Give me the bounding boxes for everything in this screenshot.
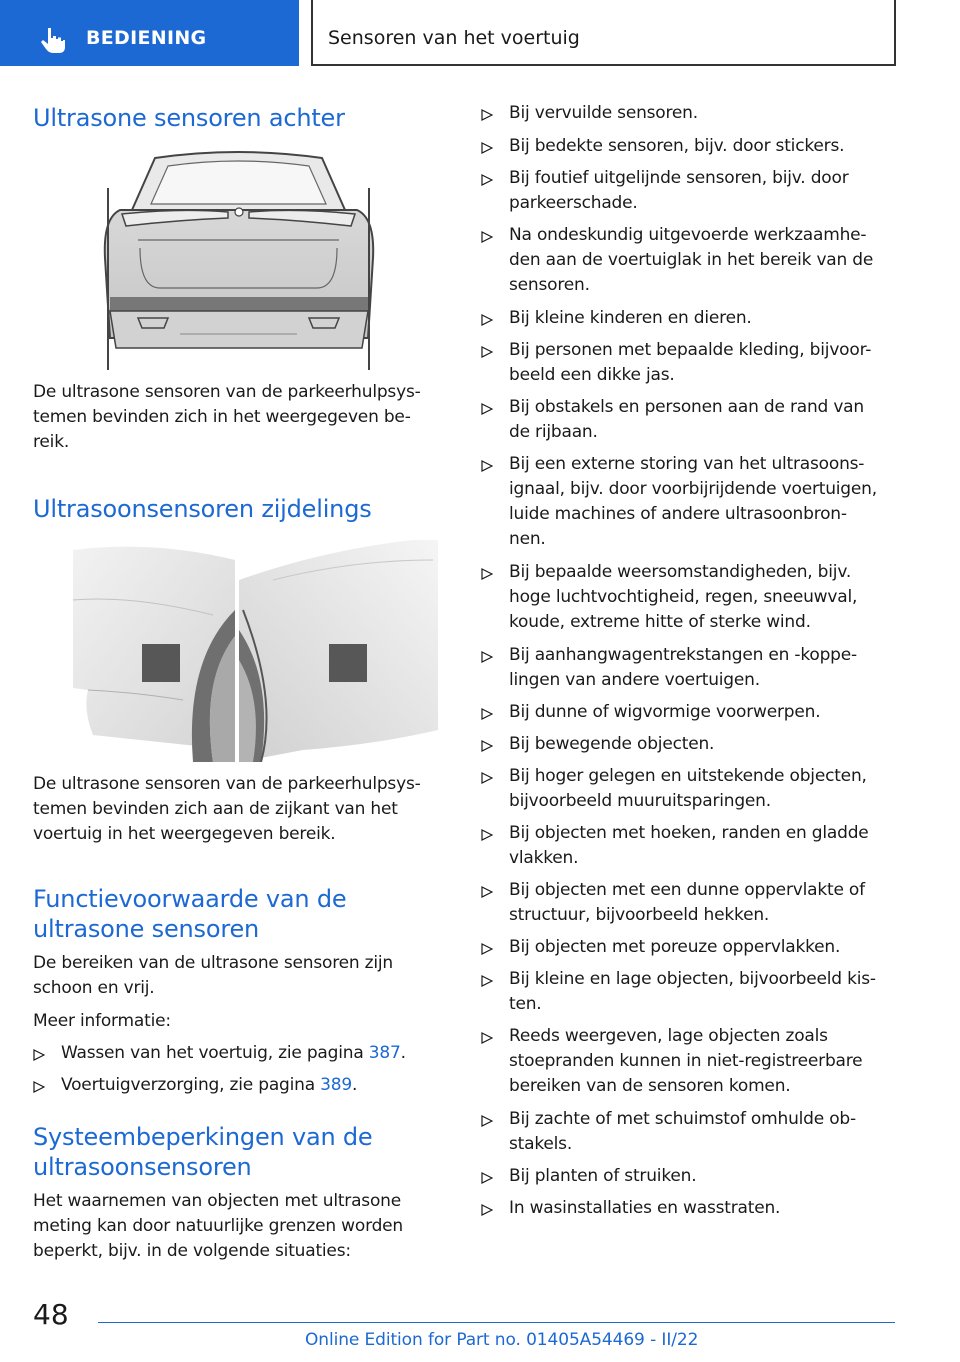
list-item-line: Bij bedekte sensoren, bijv. door stickers. <box>509 136 845 156</box>
list-item-line: Bij personen met bepaalde kleding, bijvoor- <box>509 340 872 360</box>
limits-text-line-1: Het waarnemen van objecten met ultrasone <box>33 1191 402 1211</box>
limits-text-line-3: beperkt, bijv. in de volgende situaties: <box>33 1241 351 1261</box>
list-item <box>481 643 901 693</box>
list-item-line: Bij objecten met hoeken, randen en gladde <box>509 823 869 843</box>
list-item-tail: . <box>400 1043 406 1063</box>
list-item-line: Bij kleine kinderen en dieren. <box>509 308 752 328</box>
list-item-tail: . <box>352 1075 358 1095</box>
triangle-bullet-icon <box>481 460 493 472</box>
list-item <box>481 134 901 159</box>
triangle-bullet-icon <box>481 109 493 121</box>
list-item <box>481 935 901 960</box>
triangle-bullet-icon <box>481 231 493 243</box>
triangle-bullet-icon <box>481 346 493 358</box>
edition-footer: Online Edition for Part no. 01405A54469 - II/22 <box>305 1330 699 1350</box>
list-item-line: beeld een dikke jas. <box>509 365 675 385</box>
chapter-title: Sensoren van het voertuig <box>328 27 580 49</box>
list-item-line: Bij vervuilde sensoren. <box>509 103 698 123</box>
list-item <box>481 1196 901 1221</box>
heading-function-line-1: Functievoorwaarde van de <box>33 885 347 913</box>
more-info-label: Meer informatie: <box>33 1011 171 1031</box>
list-item <box>481 878 901 928</box>
list-item-line: lingen van andere voertuigen. <box>509 670 760 690</box>
triangle-bullet-icon <box>481 1204 493 1216</box>
list-item <box>481 821 901 871</box>
chapter-header <box>311 0 896 66</box>
list-item-line: hoge luchtvochtigheid, regen, sneeuwval, <box>509 587 858 607</box>
list-item-line: structuur, bijvoorbeeld hekken. <box>509 905 770 925</box>
list-item-line: Bij aanhangwagentrekstangen en -koppe- <box>509 645 857 665</box>
side-car-illustration <box>73 540 438 762</box>
hand-pointer-icon <box>38 25 68 55</box>
rear-car-illustration <box>100 148 377 370</box>
side-description-line-3: voertuig in het weergegeven bereik. <box>33 824 336 844</box>
list-item <box>481 452 901 552</box>
section-label: BEDIENING <box>86 27 207 49</box>
triangle-bullet-icon <box>481 1172 493 1184</box>
list-item-line: Bij zachte of met schuimstof omhulde ob- <box>509 1109 856 1129</box>
list-item <box>481 1024 901 1099</box>
triangle-bullet-icon <box>481 651 493 663</box>
list-item <box>481 101 901 126</box>
list-item-line: Bij objecten met een dunne oppervlakte of <box>509 880 865 900</box>
triangle-bullet-icon <box>481 1115 493 1127</box>
list-item-line: Bij bewegende objecten. <box>509 734 715 754</box>
section-tab <box>0 0 299 66</box>
side-description-line-2: temen bevinden zich aan de zijkant van het <box>33 799 398 819</box>
list-item-line: Bij foutief uitgelijnde sensoren, bijv. door <box>509 168 849 188</box>
list-item <box>481 223 901 298</box>
list-item-line: Bij planten of struiken. <box>509 1166 697 1186</box>
triangle-bullet-icon <box>481 829 493 841</box>
rear-description-line-2: temen bevinden zich in het weergegeven be- <box>33 407 411 427</box>
list-item-line: Bij obstakels en personen aan de rand van <box>509 397 864 417</box>
list-item-line: vlakken. <box>509 848 579 868</box>
list-item-line: den aan de voertuiglak in het bereik van de <box>509 250 874 270</box>
triangle-bullet-icon <box>481 772 493 784</box>
function-text-line-2: schoon en vrij. <box>33 978 155 998</box>
heading-function-line-2: ultrasone sensoren <box>33 915 260 943</box>
triangle-bullet-icon <box>481 943 493 955</box>
list-item-line: ignaal, bijv. door voorbijrijdende voertuigen, <box>509 479 877 499</box>
limits-text-line-2: meting kan door natuurlijke grenzen worden <box>33 1216 403 1236</box>
list-item <box>33 1073 357 1098</box>
list-item-line: luide machines of andere ultrasoonbron- <box>509 504 847 524</box>
list-item-line: Reeds weergeven, lage objecten zoals <box>509 1026 828 1046</box>
list-item-line: Bij hoger gelegen en uitstekende objecten, <box>509 766 867 786</box>
list-item-text: Voertuigverzorging, zie pagina <box>61 1075 321 1095</box>
rear-description-line-1: De ultrasone sensoren van de parkeerhulpsys- <box>33 382 421 402</box>
page-link-387[interactable]: 387 <box>368 1043 401 1063</box>
side-description-line-1: De ultrasone sensoren van de parkeerhulpsys- <box>33 774 421 794</box>
list-item-line: nen. <box>509 529 546 549</box>
list-item-line: In wasinstallaties en wasstraten. <box>509 1198 781 1218</box>
list-item-line: Na ondeskundig uitgevoerde werkzaamhe- <box>509 225 867 245</box>
list-item <box>481 764 901 814</box>
heading-limits-line-1: Systeembeperkingen van de <box>33 1123 373 1151</box>
footer-divider <box>98 1322 895 1323</box>
list-item <box>481 967 901 1017</box>
triangle-bullet-icon <box>481 886 493 898</box>
list-item-line: bijvoorbeeld muuruitsparingen. <box>509 791 771 811</box>
list-item-line: parkeerschade. <box>509 193 638 213</box>
triangle-bullet-icon <box>481 314 493 326</box>
list-item-line: Bij een externe storing van het ultrasoons- <box>509 454 865 474</box>
list-item <box>481 166 901 216</box>
list-item <box>481 306 901 331</box>
list-item-line: sensoren. <box>509 275 590 295</box>
triangle-bullet-icon <box>481 142 493 154</box>
list-item-line: Bij dunne of wigvormige voorwerpen. <box>509 702 821 722</box>
triangle-bullet-icon <box>33 1049 45 1061</box>
list-item <box>33 1041 406 1066</box>
list-item-line: Bij objecten met poreuze oppervlakken. <box>509 937 841 957</box>
list-item <box>481 1107 901 1157</box>
triangle-bullet-icon <box>33 1081 45 1093</box>
list-item-line: Bij kleine en lage objecten, bijvoorbeeld kis- <box>509 969 876 989</box>
heading-limits-line-2: ultrasoonsensoren <box>33 1153 252 1181</box>
list-item <box>481 395 901 445</box>
list-item <box>481 1164 901 1189</box>
list-item <box>481 700 901 725</box>
triangle-bullet-icon <box>481 975 493 987</box>
triangle-bullet-icon <box>481 708 493 720</box>
triangle-bullet-icon <box>481 1032 493 1044</box>
page-link-389[interactable]: 389 <box>320 1075 353 1095</box>
list-item-text: Wassen van het voertuig, zie pagina <box>61 1043 369 1063</box>
list-item-line: stakels. <box>509 1134 573 1154</box>
function-text-line-1: De bereiken van de ultrasone sensoren zijn <box>33 953 393 973</box>
triangle-bullet-icon <box>481 174 493 186</box>
list-item-line: ten. <box>509 994 542 1014</box>
triangle-bullet-icon <box>481 403 493 415</box>
triangle-bullet-icon <box>481 740 493 752</box>
heading-rear-sensors: Ultrasone sensoren achter <box>33 104 345 132</box>
list-item <box>481 732 901 757</box>
triangle-bullet-icon <box>481 568 493 580</box>
rear-description-line-3: reik. <box>33 432 70 452</box>
heading-side-sensors: Ultrasoonsensoren zijdelings <box>33 495 372 523</box>
list-item-line: bereiken van de sensoren komen. <box>509 1076 791 1096</box>
page-number: 48 <box>33 1298 69 1331</box>
list-item-line: Bij bepaalde weersomstandigheden, bijv. <box>509 562 852 582</box>
list-item <box>481 338 901 388</box>
list-item-line: de rijbaan. <box>509 422 598 442</box>
list-item-line: koude, extreme hitte of sterke wind. <box>509 612 811 632</box>
list-item-line: stoepranden kunnen in niet-registreerbare <box>509 1051 863 1071</box>
list-item <box>481 560 901 635</box>
